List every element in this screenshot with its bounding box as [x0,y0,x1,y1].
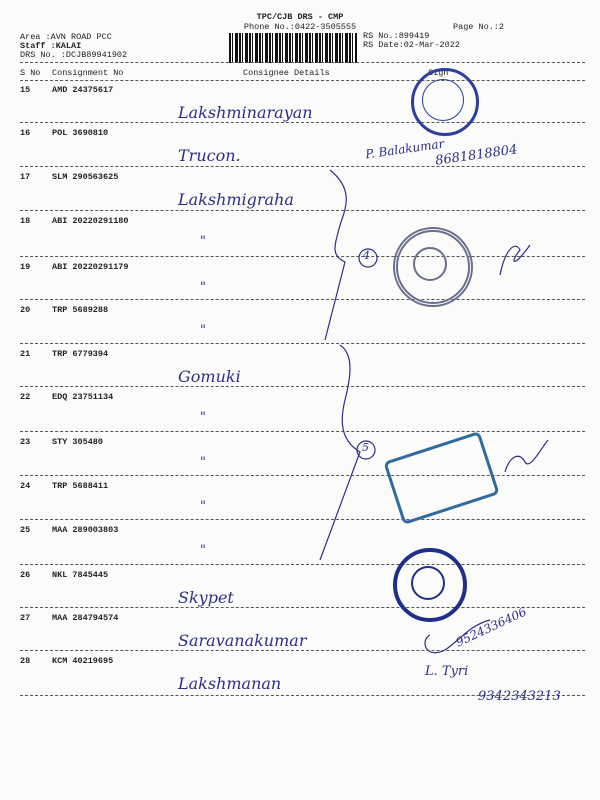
row-sno: 15 [20,85,31,95]
consignee-name: " [200,499,206,514]
consignee-name: Lakshminarayan [178,103,313,122]
consignment-number: TRP 5688411 [52,481,109,491]
row-sno: 27 [20,613,31,623]
drs-number: DRS No. :DCJB89941902 [20,50,128,60]
consignment-number: ABI 20220291180 [52,216,129,226]
row-sno: 28 [20,656,31,666]
receiver-phone-2: 9524336406 [453,604,529,650]
signature-mark [505,440,548,472]
consignee-name: " [200,410,206,425]
row-sno: 22 [20,392,31,402]
consignment-number: EDQ 23751134 [52,392,114,402]
consignment-number: NKL 7845445 [52,570,109,580]
consignment-number: POL 3690810 [52,128,109,138]
consignee-name: Lakshmanan [178,674,282,693]
phone-number: Phone No.:0422-3505555 [243,22,357,32]
consignment-number: MAA 284794574 [52,613,119,623]
consignment-number: KCM 40219695 [52,656,114,666]
consignment-number: MAA 289003803 [52,525,119,535]
consignee-name: Saravanakumar [178,631,307,650]
consignee-name: " [200,455,206,470]
receiver-phone-3: 9342343213 [478,689,561,704]
row-sno: 18 [20,216,31,226]
group-marker-4: 4 [363,249,370,262]
signature-mark [425,620,490,653]
consignee-name: " [200,543,206,558]
rs-date: RS Date:02-Mar-2022 [363,40,460,50]
receiver-name-1: P. Balakumar [364,136,446,162]
rs-number: RS No.:899419 [363,31,430,41]
consignee-name: " [200,280,206,295]
consignment-number: TRP 6779394 [52,349,109,359]
consignment-number: SLM 290563625 [52,172,119,182]
col-consignment: Consignment No [52,68,124,78]
receiver-phone-1: 8681818804 [434,142,519,169]
row-sno: 19 [20,262,31,272]
col-sign: Sign [428,68,449,78]
col-consignee: Consignee Details [243,68,330,78]
receiver-name-2: L. Tyri [425,664,469,679]
group-marker-5: 5 [362,441,369,454]
consignee-name: Gomuki [178,367,241,386]
consignment-number: STY 305480 [52,437,104,447]
signature-mark [500,245,530,275]
consignment-number: AMD 24375617 [52,85,114,95]
consignee-name: Trucon. [178,146,241,165]
row-sno: 25 [20,525,31,535]
consignment-number: ABI 20220291179 [52,262,129,272]
consignee-name: " [200,323,206,338]
row-sno: 21 [20,349,31,359]
col-sno: S No [20,68,41,78]
consignee-name: Lakshmigraha [178,190,294,209]
row-sno: 17 [20,172,31,182]
consignment-number: TRP 5689288 [52,305,109,315]
row-sno: 23 [20,437,31,447]
row-sno: 24 [20,481,31,491]
area-label: Area :AVN ROAD PCC [20,32,112,42]
page-title: TPC/CJB DRS - CMP [256,12,344,22]
consignee-name: Skypet [178,588,234,607]
row-sno: 26 [20,570,31,580]
staff-label: Staff :KALAI [20,41,82,51]
page-number: Page No.:2 [453,22,505,32]
row-sno: 16 [20,128,31,138]
consignee-name: " [200,234,206,249]
row-sno: 20 [20,305,31,315]
